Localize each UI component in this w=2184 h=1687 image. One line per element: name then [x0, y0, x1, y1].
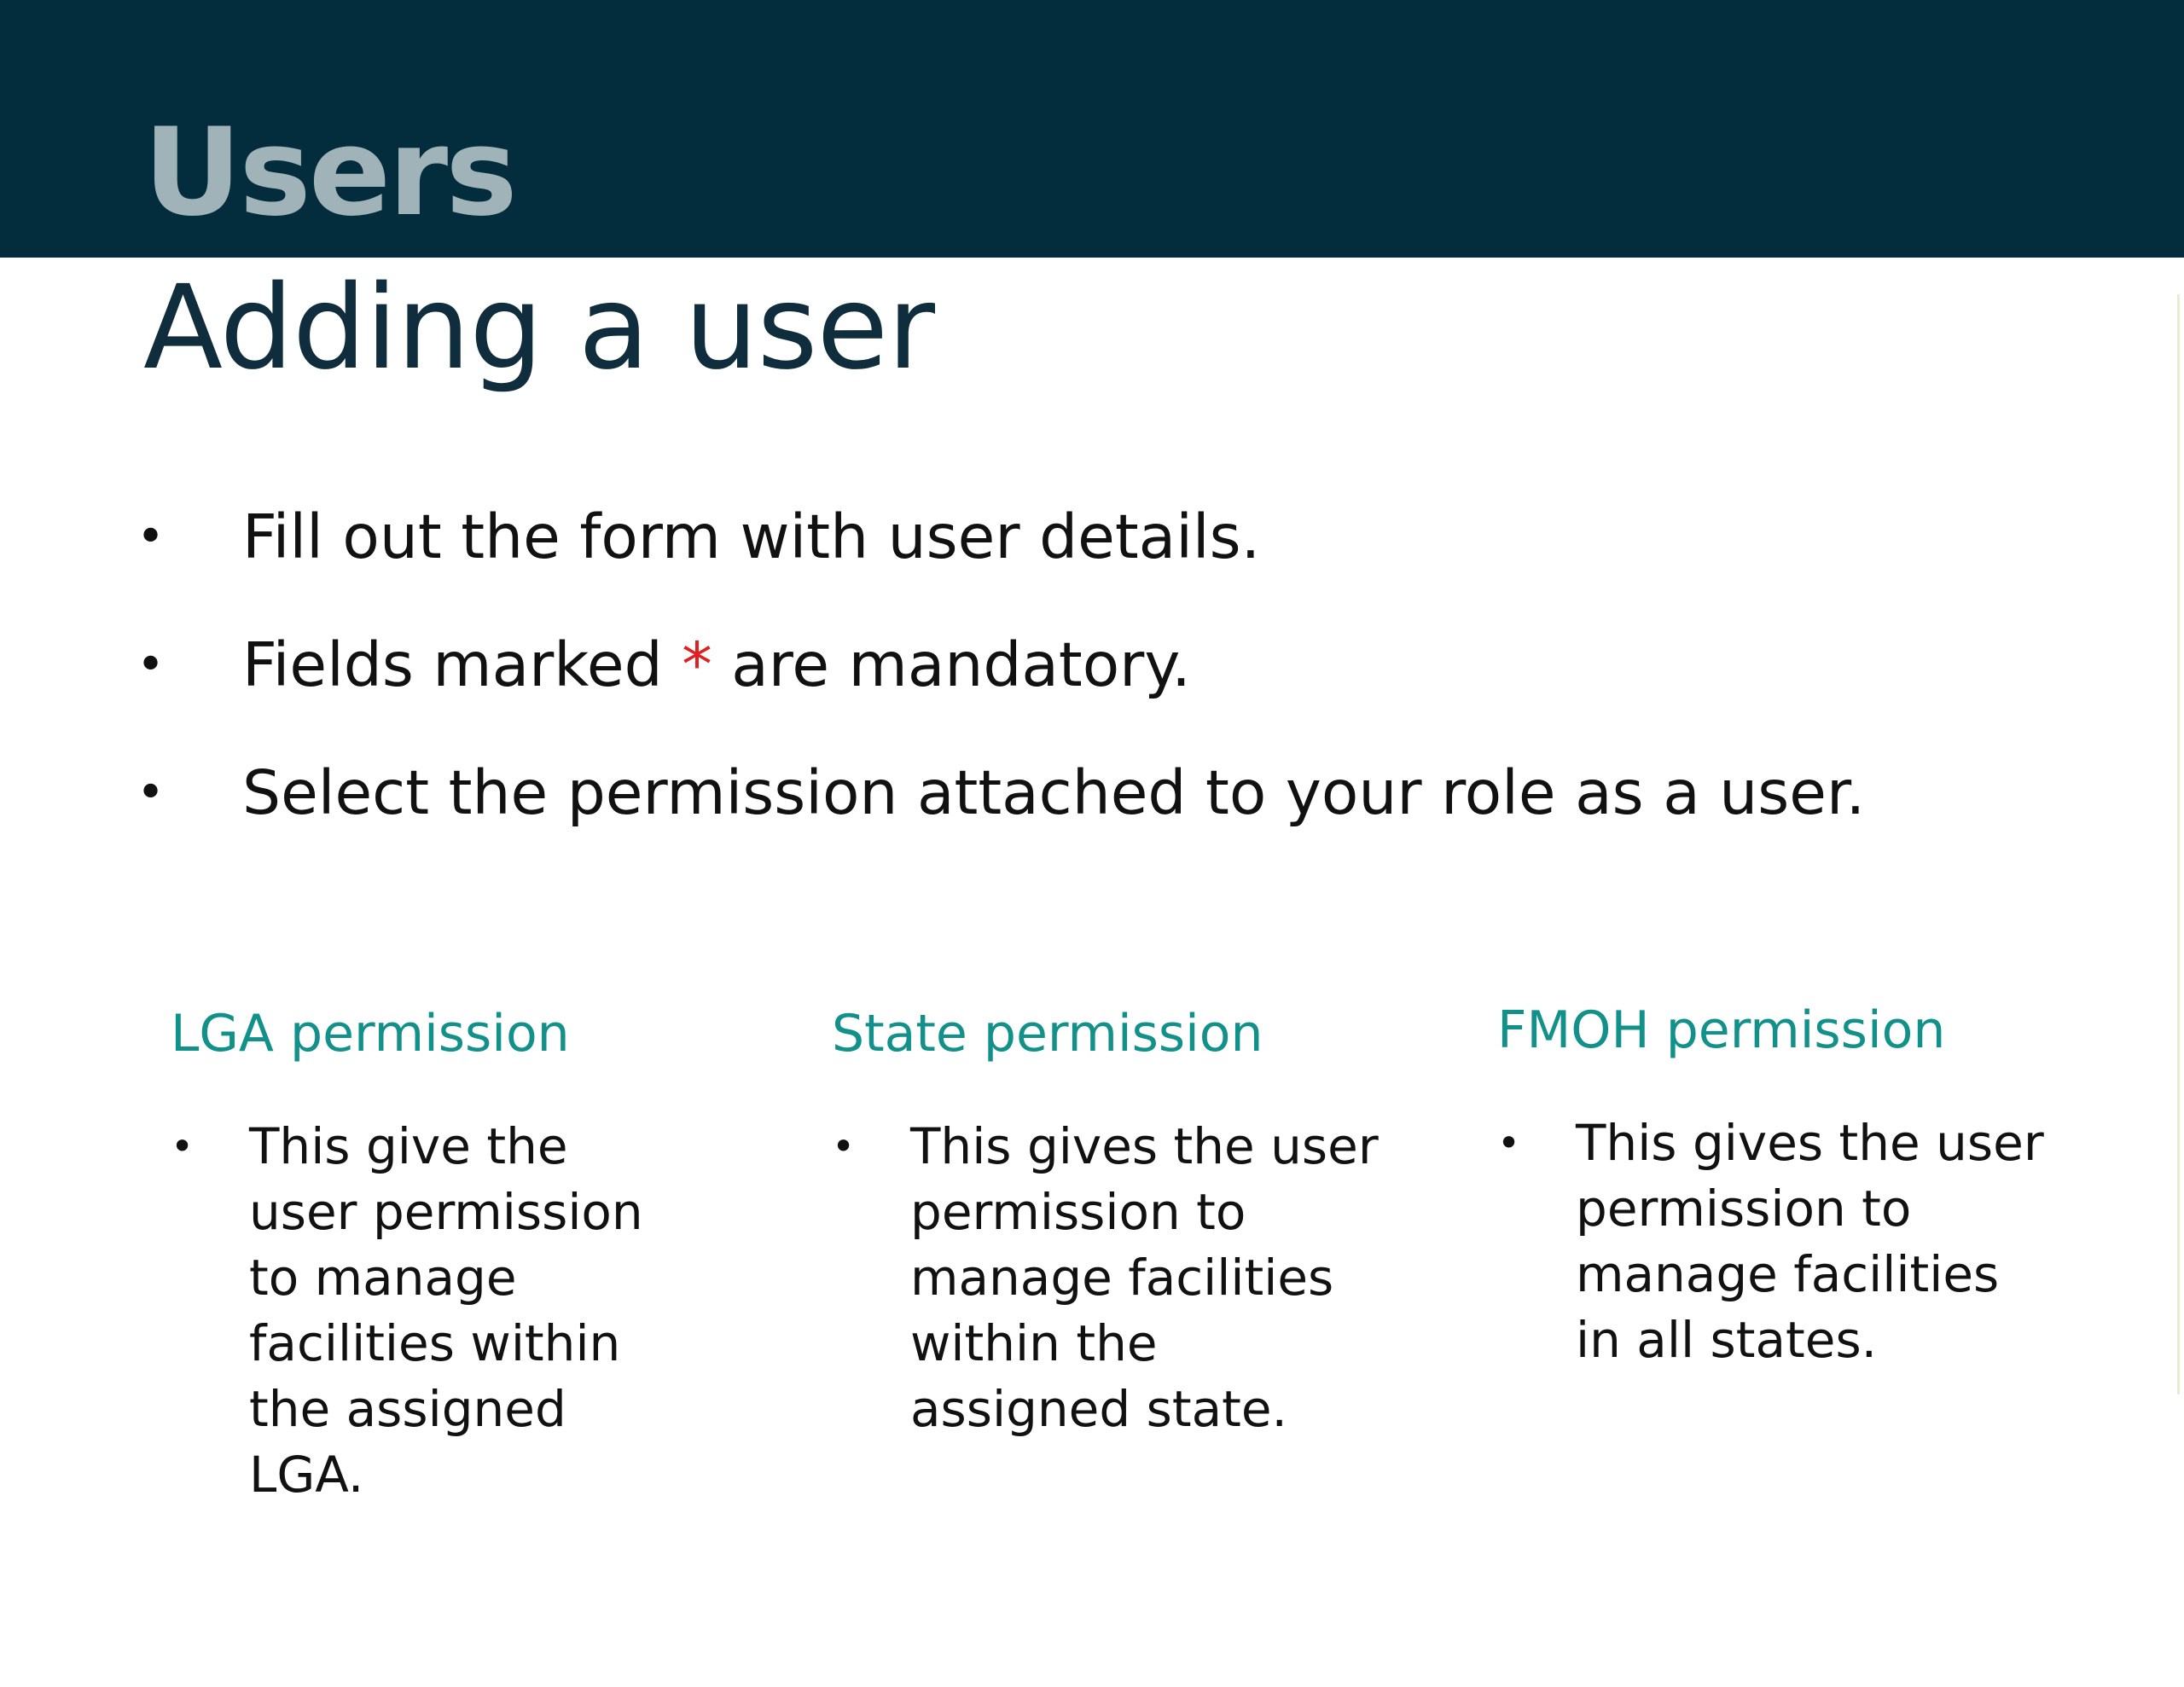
state-permission-heading: State permission — [832, 1004, 1263, 1064]
instruction-text: Fill out the form with user details. — [242, 501, 1261, 572]
bullet-icon: • — [171, 1123, 195, 1169]
state-permission-column — [832, 1000, 1386, 1442]
instruction-text: Select the permission attached to your role as a user. — [242, 757, 1866, 828]
section-title: Users — [143, 102, 515, 243]
state-permission-description — [832, 1114, 1386, 1442]
permission-text: This give the user permission to manage facilities within the assigned LGA. — [249, 1117, 643, 1504]
permission-text: This gives the user permission to manage facilities in all states. — [1576, 1114, 2044, 1369]
required-asterisk: * — [682, 629, 712, 700]
instruction-text-part: Fields marked — [242, 629, 682, 700]
instruction-text-part: are mandatory. — [712, 629, 1191, 700]
permission-text: This gives the user permission to manage facilities within the assigned state. — [910, 1117, 1379, 1438]
bullet-icon: • — [136, 509, 166, 565]
bullet-icon: • — [136, 765, 166, 820]
slide-title: Adding a user — [143, 261, 935, 396]
lga-permission-column — [171, 1000, 725, 1508]
slide-edge-divider — [2177, 294, 2180, 1394]
lga-permission-description — [171, 1114, 725, 1508]
bullet-icon: • — [1497, 1120, 1521, 1166]
fmoh-permission-column — [1497, 996, 2052, 1373]
fmoh-permission-description — [1497, 1110, 2052, 1373]
bullet-icon: • — [832, 1123, 856, 1169]
lga-permission-heading: LGA permission — [171, 1004, 570, 1064]
bullet-icon: • — [136, 637, 166, 693]
instruction-text — [242, 624, 1191, 706]
fmoh-permission-heading: FMOH permission — [1497, 1000, 1946, 1060]
